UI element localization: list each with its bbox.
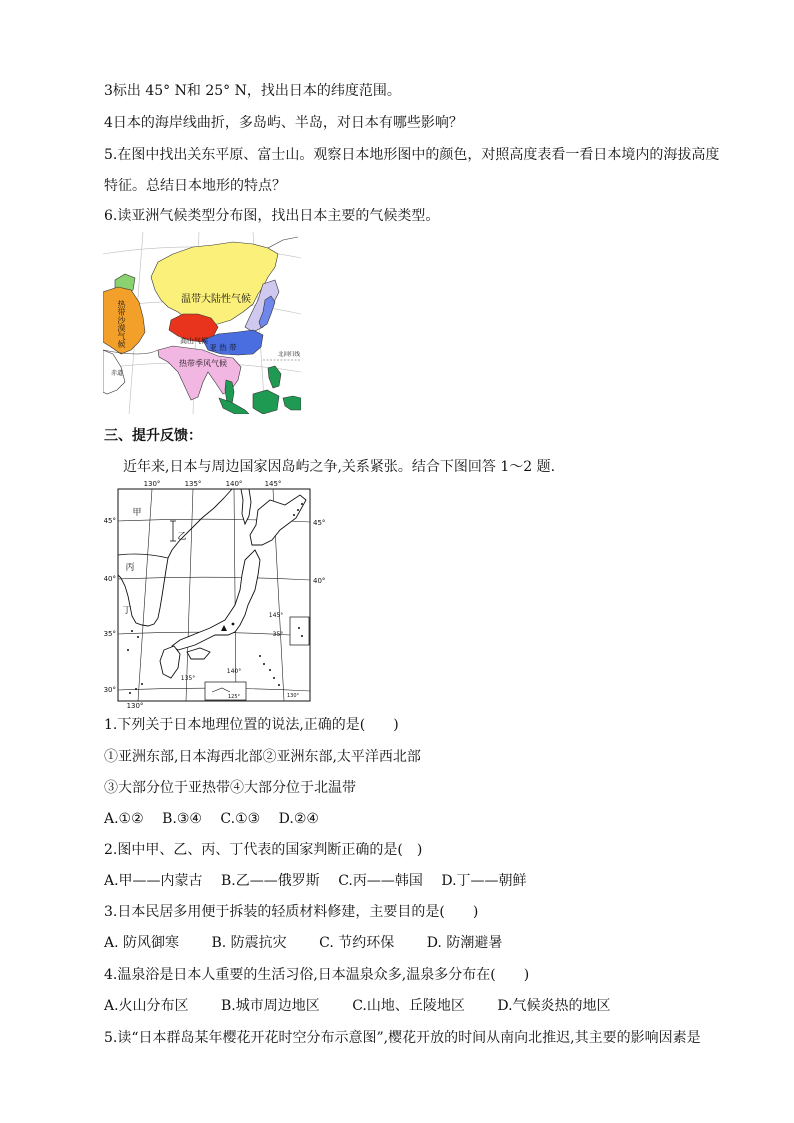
label-tropical-desert: 热带沙漠气候 bbox=[117, 300, 126, 348]
question-4-option-b: B.城市周边地区 bbox=[221, 998, 320, 1014]
island-dot bbox=[135, 688, 137, 690]
label-temperate-continental: 温带大陆性气候 bbox=[181, 294, 251, 305]
label-tropic-of-cancer: 北回归线 bbox=[277, 352, 301, 358]
japan-map-svg bbox=[102, 478, 328, 710]
lon-label-top-145: 145° bbox=[264, 480, 282, 488]
lon-label-top-130: 130° bbox=[143, 480, 161, 488]
inset-box-right bbox=[290, 617, 309, 645]
question-3-option-d: D. 防潮避暑 bbox=[426, 935, 503, 951]
lat-label-right-45: 45° bbox=[313, 519, 326, 527]
island-dot bbox=[269, 669, 271, 671]
question-3-option-b: B. 防震抗灾 bbox=[211, 935, 287, 951]
question-2-option-d: D.丁——朝鲜 bbox=[441, 873, 527, 889]
island-dot bbox=[129, 692, 131, 694]
lat-label-inner-35: 35° bbox=[272, 631, 284, 638]
island-dot bbox=[297, 509, 299, 511]
practice-question-6: 6.读亚洲气候类型分布图，找出日本主要的气候类型。 bbox=[104, 208, 440, 224]
asia-climate-map-svg bbox=[103, 232, 301, 414]
inset-label-125: 125° bbox=[227, 694, 241, 700]
country-label-bing: 丙 bbox=[125, 563, 135, 573]
question-1-option-d: D.②④ bbox=[278, 811, 319, 827]
question-4-stem: 4.温泉浴是日本人重要的生活习俗,日本温泉众多,温泉多分布在( ) bbox=[104, 967, 530, 983]
question-4-options bbox=[104, 996, 639, 1016]
label-equator: 赤道 bbox=[110, 370, 124, 377]
island-dot bbox=[273, 677, 275, 679]
island-dot bbox=[278, 684, 280, 686]
label-subtropical: 亚 热 带 bbox=[209, 343, 237, 352]
section-heading: 三、提升反馈： bbox=[104, 428, 202, 444]
question-1-stem: 1.下列关于日本地理位置的说法,正确的是( ) bbox=[104, 717, 399, 733]
question-2-stem: 2.图中甲、乙、丙、丁代表的国家判断正确的是( ) bbox=[104, 842, 423, 858]
question-2-options bbox=[104, 871, 541, 891]
island-dot bbox=[293, 514, 295, 516]
lon-label-top-140: 140° bbox=[225, 480, 243, 488]
question-3-options bbox=[104, 933, 530, 953]
question-1-option-c: C.①③ bbox=[220, 811, 261, 827]
question-1-option-a: A.①② bbox=[104, 811, 144, 827]
question-4-option-d: D.气候炎热的地区 bbox=[497, 998, 611, 1014]
lon-label-top-135: 135° bbox=[184, 480, 202, 488]
lat-label-left-30: 30° bbox=[103, 686, 116, 694]
lon-label-inner-135: 135° bbox=[180, 675, 196, 682]
country-label-jia: 甲 bbox=[132, 508, 142, 518]
question-1-statement-1: ①亚洲东部,日本海西北部②亚洲东部,太平洋西北部 bbox=[104, 749, 421, 765]
practice-question-3: 3标出 45° N和 25° N，找出日本的纬度范围。 bbox=[104, 83, 401, 99]
question-4-option-a: A.火山分布区 bbox=[104, 998, 189, 1014]
island-dot bbox=[263, 663, 265, 665]
asia-climate-map bbox=[103, 232, 301, 414]
inset-label-130: 130° bbox=[286, 693, 300, 699]
lon-label-bottom-130: 130° bbox=[126, 702, 144, 710]
lon-label-inner-145: 145° bbox=[268, 612, 284, 619]
island-dot bbox=[301, 503, 303, 505]
lon-label-inner-140: 140° bbox=[226, 668, 242, 675]
label-highland: 高山气候 bbox=[180, 337, 208, 345]
japan-map bbox=[102, 478, 328, 710]
lat-label-left-45: 45° bbox=[103, 517, 116, 525]
practice-question-4: 4日本的海岸线曲折，多岛屿、半岛，对日本有哪些影响？ bbox=[104, 115, 463, 131]
lat-label-left-40: 40° bbox=[103, 575, 116, 583]
question-1-options bbox=[104, 809, 333, 829]
country-label-yi: 乙 bbox=[177, 532, 187, 542]
inset-island-dot bbox=[298, 627, 300, 629]
question-2-option-c: C.丙——韩国 bbox=[338, 873, 423, 889]
country-label-ding: 丁 bbox=[122, 606, 132, 616]
question-3-option-c: C. 节约环保 bbox=[319, 935, 395, 951]
question-3-option-a: A. 防风御寒 bbox=[104, 935, 180, 951]
question-4-option-c: C.山地、丘陵地区 bbox=[352, 998, 465, 1014]
lat-label-right-40: 40° bbox=[313, 577, 326, 585]
question-5-stem: 5.读“日本群岛某年樱花开花时空分布示意图”,樱花开放的时间从南向北推迟,其主要的影响因素是 bbox=[104, 1030, 701, 1046]
question-3-stem: 3.日本民居多用便于拆装的轻质材料修建，主要目的是( ) bbox=[104, 904, 479, 920]
island-dot bbox=[137, 636, 139, 638]
practice-question-5: 5.在图中找出关东平原、富士山。观察日本地形图中的颜色，对照高度表看一看日本境内的海拔高度特征。总结日本地形的特点？ bbox=[104, 147, 720, 194]
question-2-option-a: A.甲——内蒙古 bbox=[104, 873, 203, 889]
question-1-statement-2: ③大部分位于亚热带④大部分位于北温带 bbox=[104, 780, 356, 796]
island-dot bbox=[141, 683, 143, 685]
island-dot bbox=[131, 630, 133, 632]
question-2-option-b: B.乙——俄罗斯 bbox=[221, 873, 320, 889]
lat-label-left-35: 35° bbox=[103, 630, 116, 638]
inset-island-dot bbox=[301, 635, 303, 637]
question-1-option-b: B.③④ bbox=[162, 811, 202, 827]
city-dot bbox=[232, 623, 235, 626]
island-dot bbox=[127, 649, 129, 651]
label-tropical-monsoon: 热带季风气候 bbox=[179, 359, 227, 368]
section-intro: 近年来,日本与周边国家因岛屿之争,关系紧张。结合下图回答 1～2 题. bbox=[123, 459, 556, 475]
island-dot bbox=[259, 655, 261, 657]
